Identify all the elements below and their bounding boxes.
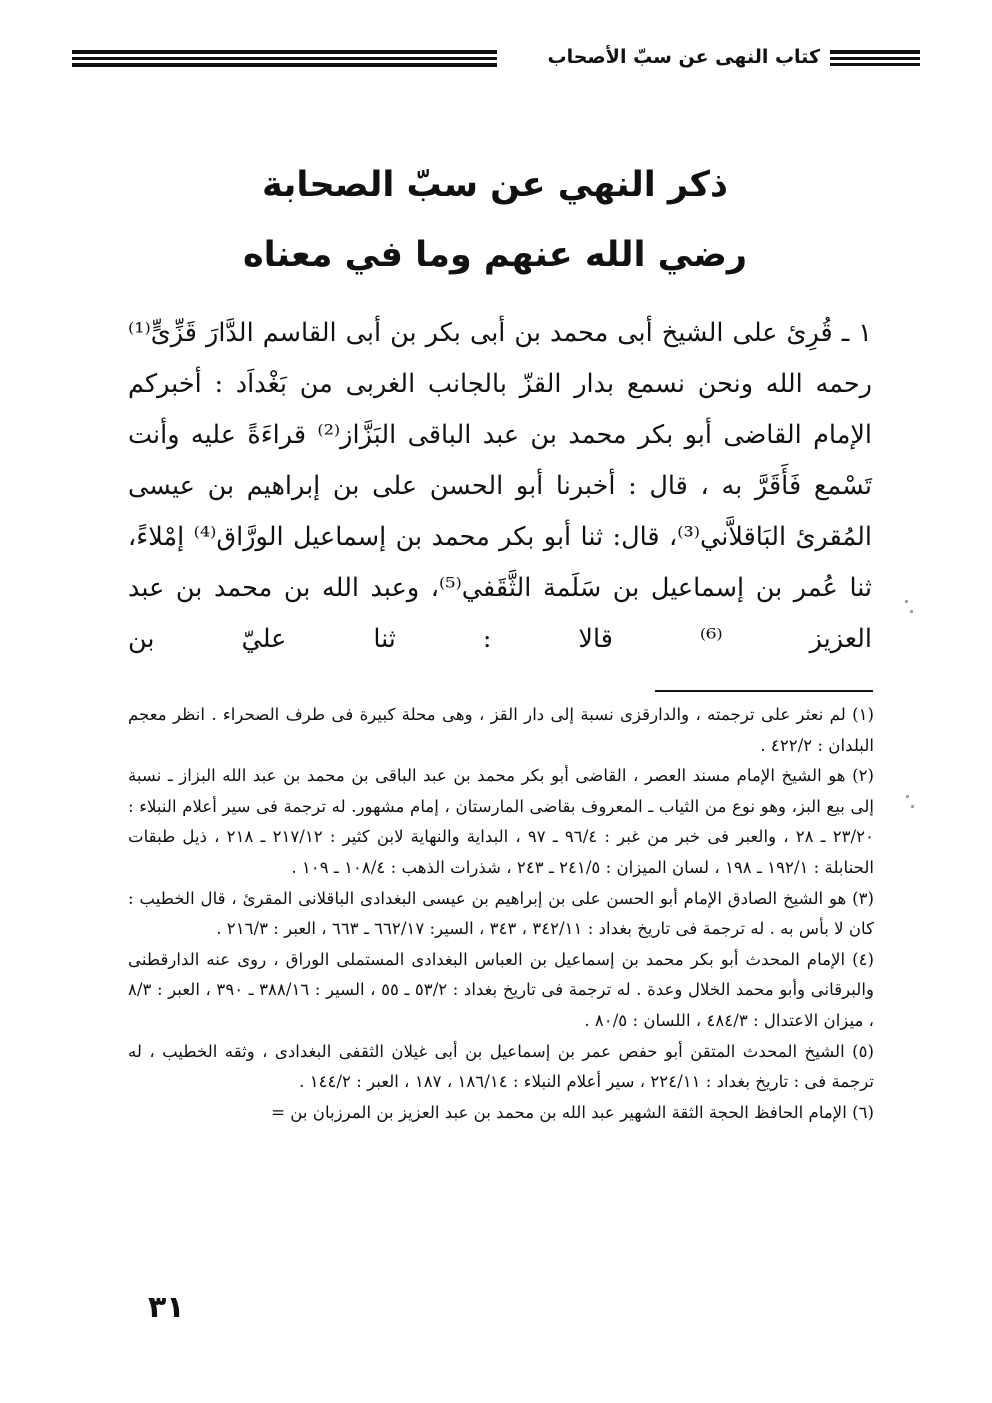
footnote-3: (٣) هو الشيخ الصادق الإمام أبو الحسن على بن إبراهيم بن عيسى البغدادى الباقلانى المقرئ ، قال الخطيب : كان لا بأس به . له ترجمة فى تاريخ بغداد : ٣٤٢/١١ ، ٣٤٣ ، السير: ٦٦٢/١٧ ـ ٦٦٣ ، العبر : ٢١٦/٣ . bbox=[128, 888, 874, 939]
footnote-5: (٥) الشيخ المحدث المتقن أبو حفص عمر بن إسماعيل بن أبى غيلان الثقفى البغدادى ، وثقه الخطيب ، له ترجمة فى : تاريخ بغداد : ٢٢٤/١١ ، سير أعلام النبلاء : ١٨٦/١٤ ، ١٨٧ ، العبر : ١٤٤/٢ . bbox=[128, 1041, 874, 1092]
chapter-title-line-2: رضي الله عنهم وما في معناه bbox=[242, 235, 748, 275]
chapter-title bbox=[150, 150, 840, 290]
running-header bbox=[72, 36, 920, 76]
hadith-paragraph: ١ ـ قُرِئ على الشيخ أبى محمد بن أبى بكر بن أبى القاسم الدَّارَ قَزِّىٍّ⁽¹⁾ رحمه الله ونحن نسمع بدار القزّ بالجانب الغربى من بَغْداَد : أخبركم الإمام القاضى أبو بكر محمد بن عبد الباقى البَزَّاز⁽²⁾ قراءَةً عليه وأنت تَسْمع فَأَقَرَّ به ، قال : أخبرنا أبو الحسن على بن إبراهيم بن عيسى المُقرئ البَاقلاَّني⁽³⁾، قال: ثنا أبو بكر محمد بن إسماعيل الورَّاق⁽⁴⁾ إمْلاءً، ثنا عُمر بن إسماعيل بن سَلَمة الثَّقَفي⁽⁵⁾، وعبد الله بن محمد بن عبد العزيز ⁽⁶⁾ قالا : ثنا عليّ بن bbox=[128, 318, 873, 654]
footnote-2: (٢) هو الشيخ الإمام مسند العصر ، القاضى أبو بكر محمد بن عبد الباقى بن محمد بن عبد الله البزاز ـ نسبة إلى بيع البز، وهو نوع من الثياب ـ المعروف بقاضى المارستان ، إمام مشهور. له ترجمة فى سير أعلام النبلاء : ٢٣/٢٠ ـ ٢٨ ، والعبر فى خبر من غبر : ٩٦/٤ ـ ٩٧ ، البداية والنهاية لابن كثير : ٢١٧/١٢ ـ ٢١٨ ، ذيل طبقات الحنابلة : ١٩٢/١ ـ ١٩٨ ، لسان الميزان : ٢٤١/٥ ـ ٢٤٣ ، شذرات الذهب : ١٠٨/٤ ـ ١٠٩ . bbox=[128, 766, 874, 877]
footnotes bbox=[128, 700, 874, 1128]
footnote-4: (٤) الإمام المحدث أبو بكر محمد بن إسماعيل بن العباس البغدادى المستملى الوراق ، روى عنه الدارقطنى والبرقانى وأبو محمد الخلال وعدة . له ترجمة فى تاريخ بغداد : ٥٣/٢ ـ ٥٥ ، السير : ٣٨٨/١٦ ـ ٣٩٠ ، العبر : ٨/٣ ، ميزان الاعتدال : ٤٨٤/٣ ، اللسان : ٨٠/٥ . bbox=[128, 949, 874, 1030]
scan-speck bbox=[910, 610, 913, 613]
main-text bbox=[128, 308, 872, 665]
header-rule-right bbox=[830, 50, 920, 69]
footnote-6: (٦) الإمام الحافظ الحجة الثقة الشهير عبد الله بن محمد بن عبد العزيز بن المرزبان بن = bbox=[271, 1102, 874, 1122]
scan-speck bbox=[906, 795, 909, 798]
footnote-divider bbox=[655, 690, 873, 692]
scan-speck bbox=[905, 600, 908, 603]
header-rule-left bbox=[72, 50, 497, 70]
page-number: ٣١ bbox=[148, 1290, 185, 1325]
running-title: كتاب النهى عن سبّ الأصحاب bbox=[547, 46, 820, 68]
scan-speck bbox=[911, 805, 914, 808]
chapter-title-line-1: ذكر النهي عن سبّ الصحابة bbox=[261, 165, 728, 205]
footnote-1: (١) لم نعثر على ترجمته ، والدارقزى نسبة إلى دار القز ، وهى محلة كبيرة فى طرف الصحراء . انظر معجم البلدان : ٤٢٢/٢ . bbox=[128, 705, 874, 755]
